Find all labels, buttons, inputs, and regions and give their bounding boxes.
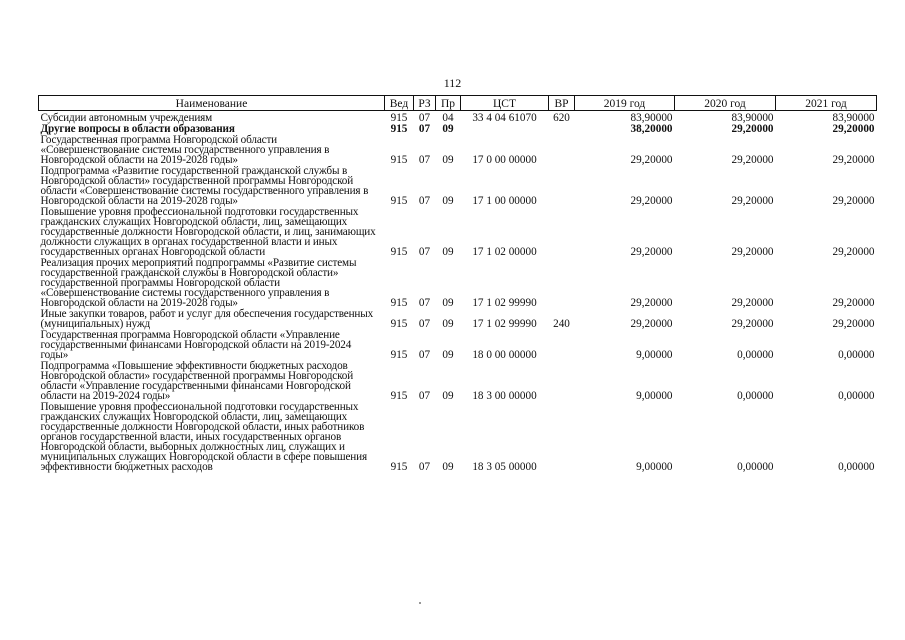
row-2021: 29,20000 <box>832 195 875 207</box>
row-2021: 29,20000 <box>832 297 875 309</box>
table-row <box>39 111 877 124</box>
row-cst: 17 1 02 99990 <box>472 297 537 309</box>
row-2020: 0,00000 <box>737 461 774 473</box>
row-name: Государственная программа Новгородской области «Управление государственными финансами Новгородской области на 2019-2024 годы» <box>40 329 352 361</box>
table-row <box>39 329 877 360</box>
table-row <box>39 123 877 134</box>
row-rz: 07 <box>418 297 431 309</box>
row-cst <box>461 123 549 134</box>
row-pr: 09 <box>442 154 454 166</box>
row-2020: 29,20000 <box>731 318 774 330</box>
row-cst: 33 4 04 61070 <box>472 112 537 124</box>
row-rz: 07 <box>418 390 431 402</box>
row-2020: 83,90000 <box>731 112 774 124</box>
row-2019: 9,00000 <box>636 390 673 402</box>
row-rz: 07 <box>418 123 431 135</box>
row-vr: 240 <box>553 318 570 330</box>
row-rz: 07 <box>418 246 431 258</box>
header-2021: 2021 год <box>776 96 877 111</box>
row-pr: 09 <box>442 349 454 361</box>
row-cst: 18 3 05 00000 <box>472 461 537 473</box>
row-vr <box>549 123 575 134</box>
header-vr: ВР <box>549 96 575 111</box>
row-ved: 915 <box>390 461 408 473</box>
row-name: Подпрограмма «Повышение эффективности бюджетных расходов Новгородской области» государственной программы Новгородской области «Управление государственными финансами Новгородской области на 2019-2024 годы» <box>40 360 354 402</box>
row-vr <box>549 401 575 472</box>
row-name: Повышение уровня профессиональной подготовки государственных гражданских служащих Новгородской области, лиц, замещающих государственные должности Новгородской области, иных работников органов государственной власти, иных государственных органов Новгородской области, выборных должностных лиц, служащих и муниципальных служащих Новгородской области в сфере повышения эффективности бюджетных расходов <box>40 401 367 473</box>
row-pr: 09 <box>442 297 454 309</box>
row-pr: 09 <box>442 318 454 330</box>
row-2019: 29,20000 <box>630 297 673 309</box>
table-row <box>39 360 877 401</box>
row-vr: 620 <box>553 112 570 124</box>
row-2019: 9,00000 <box>636 349 673 361</box>
row-vr <box>549 165 575 206</box>
row-2020: 0,00000 <box>737 390 774 402</box>
row-name: Субсидии автономным учреждениям <box>40 112 213 124</box>
row-vr <box>549 360 575 401</box>
table-row <box>39 401 877 472</box>
row-ved: 915 <box>390 123 408 135</box>
row-rz: 07 <box>418 318 431 330</box>
row-vr <box>549 134 575 165</box>
table-row <box>39 165 877 206</box>
row-vr <box>549 257 575 308</box>
row-2021: 0,00000 <box>838 461 875 473</box>
row-cst: 17 1 02 99990 <box>472 318 537 330</box>
row-2021: 0,00000 <box>838 390 875 402</box>
row-name: Другие вопросы в области образования <box>40 123 235 135</box>
row-2020: 29,20000 <box>731 195 774 207</box>
row-cst: 17 1 02 00000 <box>472 246 537 258</box>
header-ved: Вед <box>385 96 414 111</box>
row-2020: 29,20000 <box>731 246 774 258</box>
row-ved: 915 <box>390 349 408 361</box>
row-ved: 915 <box>390 318 408 330</box>
budget-table <box>38 95 877 472</box>
row-name: Иные закупки товаров, работ и услуг для обеспечения государственных (муниципальных) нужд <box>40 308 374 330</box>
row-rz: 07 <box>418 154 431 166</box>
header-2019: 2019 год <box>575 96 675 111</box>
header-pr: Пр <box>436 96 461 111</box>
header-cst: ЦСТ <box>461 96 549 111</box>
table-row <box>39 206 877 257</box>
row-2019: 38,20000 <box>630 123 673 135</box>
row-rz: 07 <box>418 195 431 207</box>
row-rz: 07 <box>418 461 431 473</box>
row-cst: 18 0 00 00000 <box>472 349 537 361</box>
row-ved: 915 <box>390 154 408 166</box>
row-2020: 29,20000 <box>731 154 774 166</box>
row-pr: 09 <box>442 390 454 402</box>
row-ved: 915 <box>390 246 408 258</box>
table-row <box>39 308 877 329</box>
row-2021: 29,20000 <box>832 123 875 135</box>
row-rz: 07 <box>418 112 431 124</box>
row-2019: 9,00000 <box>636 461 673 473</box>
header-2020: 2020 год <box>675 96 776 111</box>
row-rz: 07 <box>418 349 431 361</box>
table-body <box>39 111 877 473</box>
row-ved: 915 <box>390 390 408 402</box>
row-name: Государственная программа Новгородской области «Совершенствование системы государственного управления в Новгородской области на 2019-2028 годы» <box>40 134 330 166</box>
row-2020: 29,20000 <box>731 123 774 135</box>
row-2021: 29,20000 <box>832 318 875 330</box>
scan-dot <box>419 602 421 604</box>
row-pr: 09 <box>442 246 454 258</box>
header-rz: РЗ <box>414 96 436 111</box>
row-name: Подпрограмма «Развитие государственной гражданской службы в Новгородской области» государственной программы Новгородской области «Совершенствование системы государственного управления в Новгородской области на 2019-2028 годы» <box>40 165 369 207</box>
row-pr: 09 <box>442 461 454 473</box>
row-2020: 29,20000 <box>731 297 774 309</box>
row-pr: 09 <box>442 123 454 135</box>
table-header-row <box>39 96 877 111</box>
row-2021: 29,20000 <box>832 154 875 166</box>
row-2020: 0,00000 <box>737 349 774 361</box>
row-cst: 17 1 00 00000 <box>472 195 537 207</box>
row-2019: 29,20000 <box>630 195 673 207</box>
table-row <box>39 257 877 308</box>
row-vr <box>549 329 575 360</box>
row-pr: 04 <box>442 112 454 124</box>
row-ved: 915 <box>390 297 408 309</box>
page-number: 112 <box>443 76 462 90</box>
row-vr <box>549 206 575 257</box>
row-2019: 29,20000 <box>630 246 673 258</box>
row-name: Повышение уровня профессиональной подготовки государственных гражданских служащих Новгородской области, лиц, замещающих государственные должности Новгородской области, и лиц, занимающих должности служащих в органах государственной власти и иных государственных органах Новгородской области <box>40 206 376 258</box>
row-ved: 915 <box>390 195 408 207</box>
table-row <box>39 134 877 165</box>
row-2019: 83,90000 <box>630 112 673 124</box>
row-2021: 29,20000 <box>832 246 875 258</box>
row-ved: 915 <box>390 112 408 124</box>
row-2019: 29,20000 <box>630 318 673 330</box>
row-name: Реализация прочих мероприятий подпрограммы «Развитие системы государственной гражданской службы в Новгородской области» государственной программы Новгородской области «Совершенствование системы государственного управления в Новгородской области на 2019-2028 годы» <box>40 257 357 309</box>
row-2021: 83,90000 <box>832 112 875 124</box>
header-name: Наименование <box>39 96 385 111</box>
row-cst: 17 0 00 00000 <box>472 154 537 166</box>
row-pr: 09 <box>442 195 454 207</box>
row-2019: 29,20000 <box>630 154 673 166</box>
row-2021: 0,00000 <box>838 349 875 361</box>
row-cst: 18 3 00 00000 <box>472 390 537 402</box>
